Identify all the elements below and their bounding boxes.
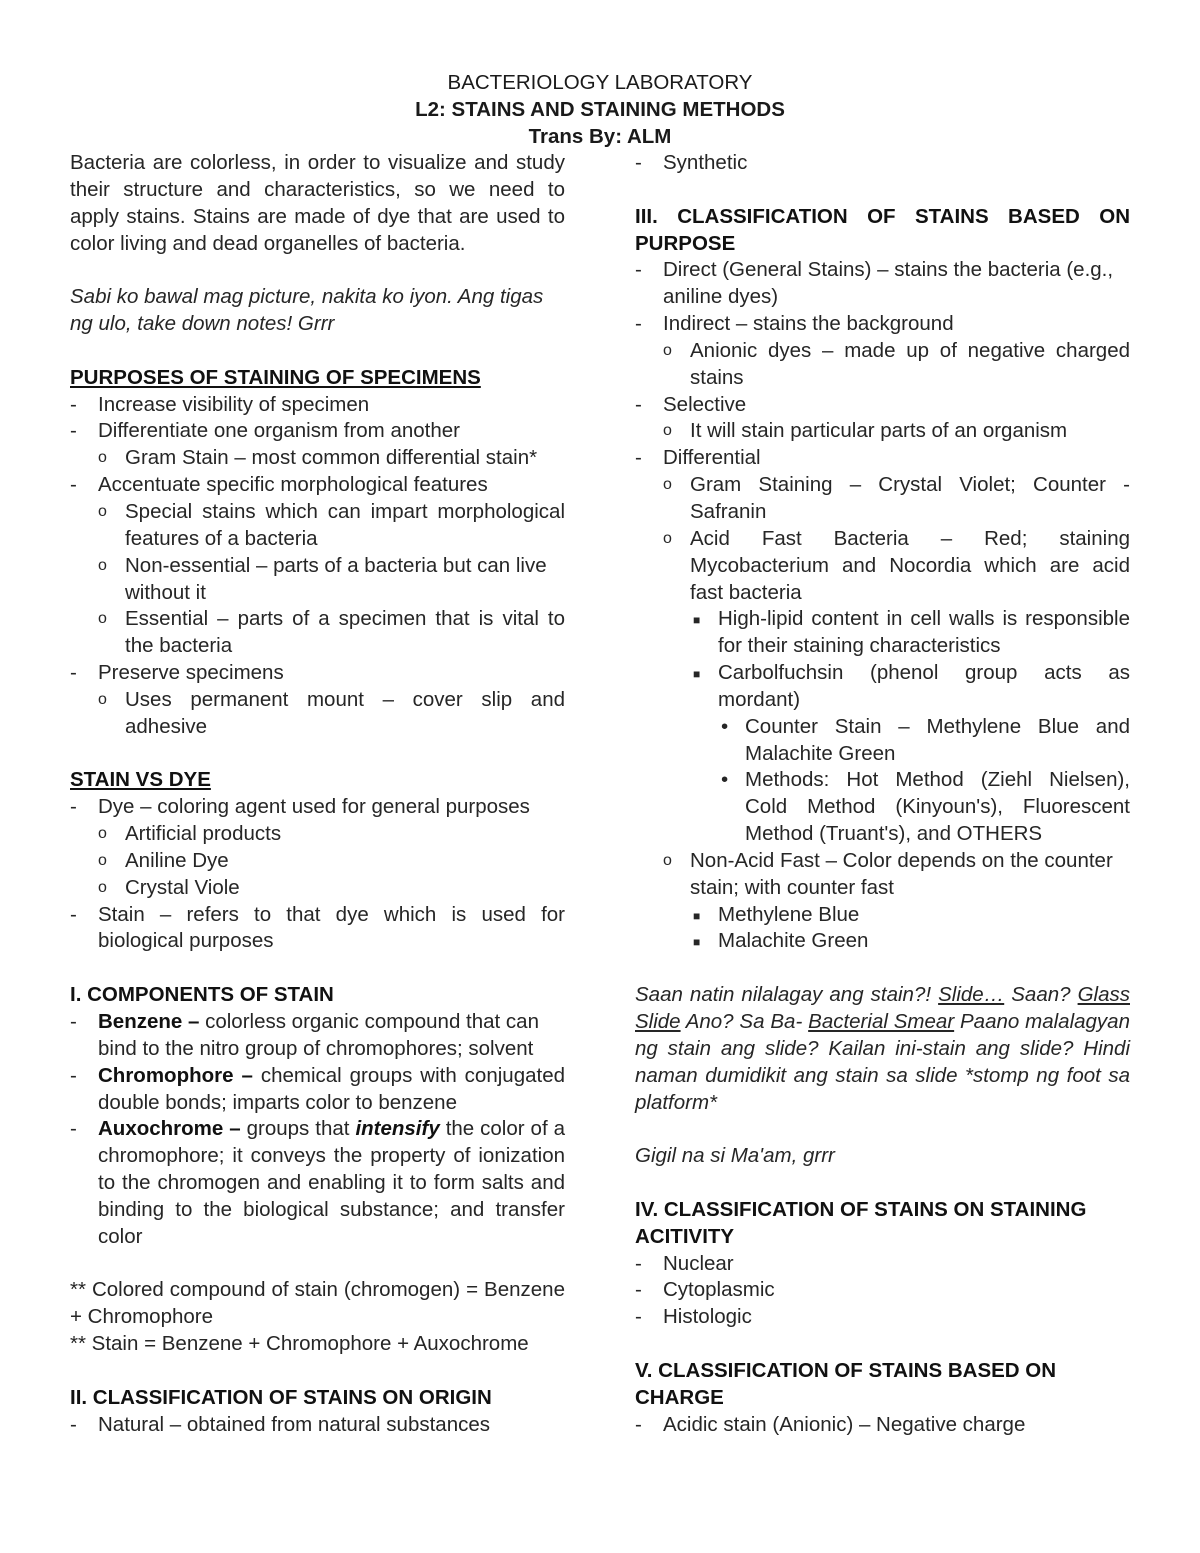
section-heading: V. CLASSIFICATION OF STAINS BASED ON CHARGE <box>635 1358 1057 1409</box>
list-item: - Selective <box>635 392 747 416</box>
list-item: o Non-Acid Fast – Color depends on the counter stain; with counter fast <box>663 848 1113 899</box>
section-heading: IV. CLASSIFICATION OF STAINS ON STAINING ACITIVITY <box>635 1197 1087 1248</box>
list-item: - Preserve specimens <box>70 661 284 685</box>
list-item: o Uses permanent mount – cover slip and adhesive <box>98 687 565 738</box>
list-item: o Gram Stain – most common differential stain* <box>98 446 538 470</box>
list-item: o It will stain particular parts of an organism <box>663 419 1068 443</box>
list-item: - Nuclear <box>635 1251 734 1275</box>
list-item: - Auxochrome – groups that intensify the color of a chromophore; it conveys the property of ionization to the chromogen and enabling it to form salts and binding to the biological substance; and transfer color <box>70 1117 566 1248</box>
list-item: - Stain – refers to that dye which is used for biological purposes <box>70 902 565 953</box>
list-item: - Differentiate one organism from another <box>70 419 460 443</box>
list-item: o Acid Fast Bacteria – Red; staining Mycobacterium and Nocordia which are acid fast bacteria <box>663 526 1130 604</box>
section-heading: PURPOSES OF STAINING OF SPECIMENS <box>70 365 481 389</box>
instructor-note: Sabi ko bawal mag picture, nakita ko iyon. Ang tigas ng ulo, take down notes! Grrr <box>70 285 544 336</box>
list-item: - Acidic stain (Anionic) – Negative charge <box>635 1412 1026 1436</box>
intro-paragraph: Bacteria are colorless, in order to visualize and study their structure and characteristics, so we need to apply stains. Stains are made of dye that are used to color living and dead organelles of bacteria. <box>70 151 565 255</box>
lesson-title: L2: STAINS AND STAINING METHODS <box>415 98 785 121</box>
list-item: - Direct (General Stains) – stains the bacteria (e.g., aniline dyes) <box>635 258 1114 309</box>
transcriber: Trans By: ALM <box>528 125 672 148</box>
list-item: - Increase visibility of specimen <box>70 392 370 416</box>
list-item: o Aniline Dye <box>98 848 229 872</box>
list-item: - Accentuate specific morphological features <box>70 473 488 497</box>
list-item: ■ Methylene Blue <box>693 902 860 926</box>
list-item: - Synthetic <box>635 151 748 174</box>
section-heading: II. CLASSIFICATION OF STAINS ON ORIGIN <box>70 1385 492 1409</box>
list-item: - Differential <box>635 446 761 470</box>
list-item: - Histologic <box>635 1305 752 1329</box>
left-column <box>70 150 565 1439</box>
section-heading: STAIN VS DYE <box>70 768 211 792</box>
list-item: ■ Malachite Green <box>693 929 869 953</box>
instructor-note: Gigil na si Ma'am, grrr <box>635 1144 835 1168</box>
list-item: - Indirect – stains the background <box>635 312 954 336</box>
list-item: ■ Carbolfuchsin (phenol group acts as mordant) <box>693 661 1130 711</box>
list-item: o Essential – parts of a specimen that is vital to the bacteria <box>98 607 565 658</box>
list-item: o Anionic dyes – made up of negative charged stains <box>663 338 1130 389</box>
list-item: - Cytoplasmic <box>635 1278 775 1302</box>
list-item: • Counter Stain – Methylene Blue and Malachite Green <box>721 714 1130 765</box>
formula: ** Colored compound of stain (chromogen) = Benzene + Chromophore <box>70 1278 565 1329</box>
list-item: - Dye – coloring agent used for general purposes <box>70 795 530 819</box>
doc-title: BACTERIOLOGY LABORATORY <box>447 71 753 94</box>
list-item: o Crystal Viole <box>98 875 240 899</box>
list-item: o Artificial products <box>98 822 282 846</box>
section-heading: I. COMPONENTS OF STAIN <box>70 983 334 1007</box>
list-item: o Special stains which can impart morphological features of a bacteria <box>98 499 565 550</box>
list-item: o Non-essential – parts of a bacteria but can live without it <box>98 553 547 604</box>
instructor-note: Saan natin nilalagay ang stain?! Slide… Saan? Glass Slide Ano? Sa Ba- Bacterial Smear Paano malalagyan ng stain ang slide? Kailan ini-stain ang slide? Hindi naman dumidikit ang stain sa slide *stomp ng foot sa platform* <box>635 983 1130 1114</box>
list-item: - Chromophore – chemical groups with conjugated double bonds; imparts color to benzene <box>70 1063 565 1114</box>
list-item: - Natural – obtained from natural substances <box>70 1412 491 1436</box>
list-item: - Benzene – colorless organic compound that can bind to the nitro group of chromophores; solvent <box>70 1010 539 1060</box>
right-column <box>635 150 1130 1439</box>
section-heading: III. CLASSIFICATION OF STAINS BASED ON PURPOSE <box>635 204 1130 255</box>
list-item: o Gram Staining – Crystal Violet; Counter - Safranin <box>663 473 1130 523</box>
list-item: ■ High-lipid content in cell walls is responsible for their staining characteristics <box>693 607 1130 658</box>
formula: ** Stain = Benzene + Chromophore + Auxochrome <box>70 1332 529 1356</box>
list-item: • Methods: Hot Method (Ziehl Nielsen), Cold Method (Kinyoun's), Fluorescent Method (Truant's), and OTHERS <box>721 768 1130 846</box>
